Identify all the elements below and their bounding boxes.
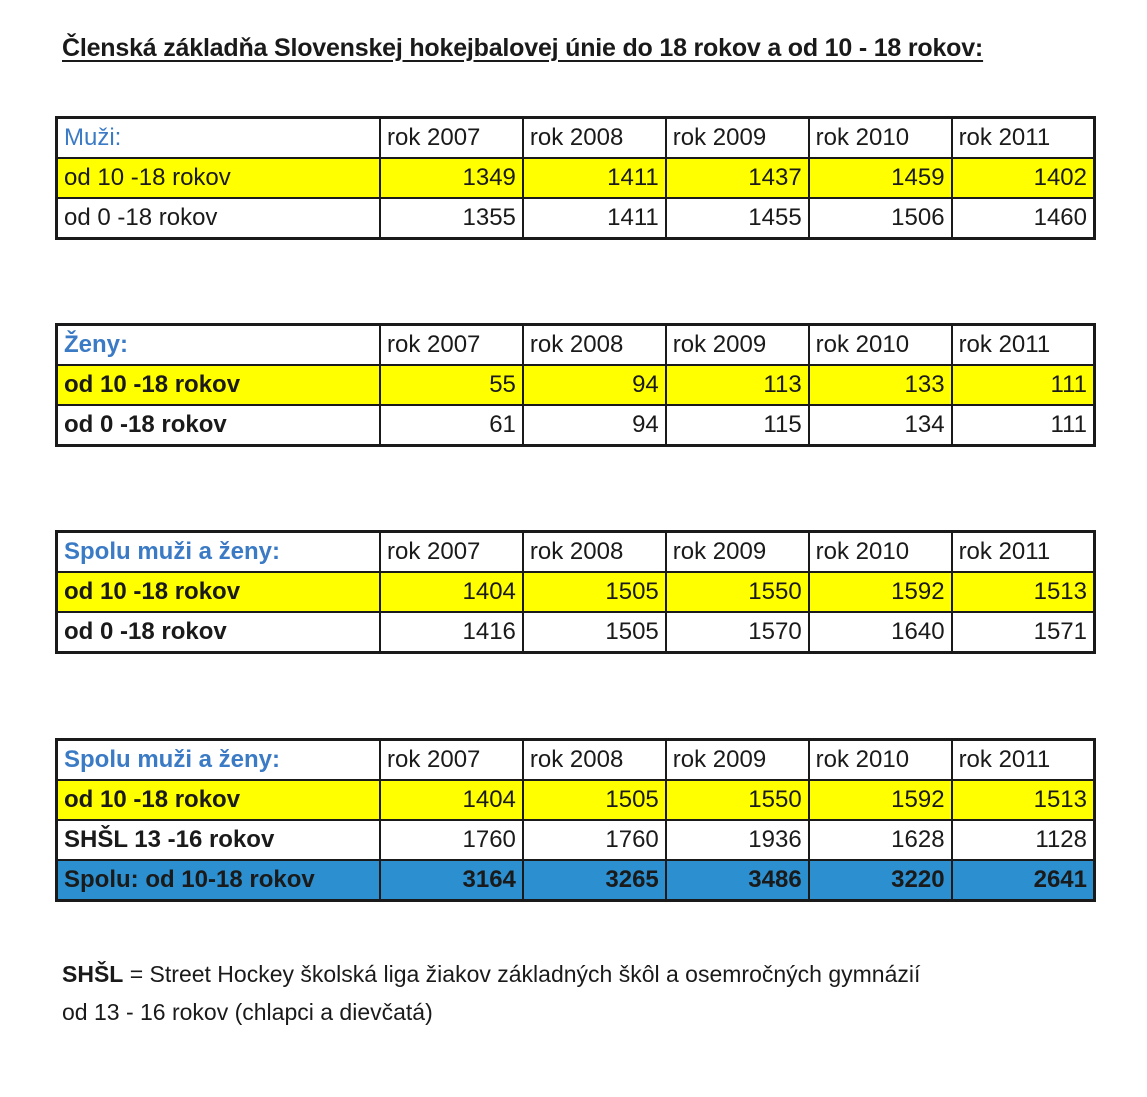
year-header: rok 2011 <box>952 325 1095 366</box>
footnote-abbreviation: SHŠL <box>62 961 124 987</box>
row-label: Spolu: od 10-18 rokov <box>57 860 381 901</box>
cell-value: 111 <box>952 365 1095 405</box>
cell-value: 1513 <box>952 780 1095 820</box>
cell-value: 111 <box>952 405 1095 446</box>
year-header: rok 2007 <box>380 740 523 781</box>
table-row <box>57 820 1095 860</box>
year-header: rok 2010 <box>809 118 952 159</box>
table-header-row <box>57 740 1095 781</box>
cell-value: 55 <box>380 365 523 405</box>
cell-value: 1404 <box>380 572 523 612</box>
cell-value: 1592 <box>809 572 952 612</box>
year-header: rok 2011 <box>952 740 1095 781</box>
row-label: od 0 -18 rokov <box>57 198 381 239</box>
cell-value: 1349 <box>380 158 523 198</box>
cell-value: 115 <box>666 405 809 446</box>
table-header-row <box>57 325 1095 366</box>
cell-value: 133 <box>809 365 952 405</box>
cell-value: 1455 <box>666 198 809 239</box>
cell-value: 1411 <box>523 198 666 239</box>
year-header: rok 2007 <box>380 325 523 366</box>
cell-value: 1437 <box>666 158 809 198</box>
cell-value: 1506 <box>809 198 952 239</box>
table-combined <box>55 530 1096 654</box>
table-row <box>57 198 1095 239</box>
footnote-definition: = Street Hockey školská liga žiakov základných škôl a osemročných gymnázií <box>123 961 921 987</box>
cell-value: 1459 <box>809 158 952 198</box>
table-row <box>57 612 1095 653</box>
table-men <box>55 116 1096 240</box>
cell-value: 1640 <box>809 612 952 653</box>
year-header: rok 2007 <box>380 532 523 573</box>
cell-value: 2641 <box>952 860 1095 901</box>
row-label: od 10 -18 rokov <box>57 365 381 405</box>
row-label: od 0 -18 rokov <box>57 405 381 446</box>
cell-value: 1570 <box>666 612 809 653</box>
cell-value: 1936 <box>666 820 809 860</box>
year-header: rok 2011 <box>952 118 1095 159</box>
table-row <box>57 158 1095 198</box>
cell-value: 1550 <box>666 572 809 612</box>
year-header: rok 2008 <box>523 532 666 573</box>
row-label: od 0 -18 rokov <box>57 612 381 653</box>
cell-value: 1128 <box>952 820 1095 860</box>
cell-value: 1404 <box>380 780 523 820</box>
footnote-line-1 <box>62 955 1122 993</box>
cell-value: 1402 <box>952 158 1095 198</box>
year-header: rok 2009 <box>666 325 809 366</box>
cell-value: 3220 <box>809 860 952 901</box>
row-label: SHŠL 13 -16 rokov <box>57 820 381 860</box>
cell-value: 1760 <box>380 820 523 860</box>
year-header: rok 2011 <box>952 532 1095 573</box>
cell-value: 1411 <box>523 158 666 198</box>
table-header-label: Spolu muži a ženy: <box>57 532 381 573</box>
table-header-row <box>57 118 1095 159</box>
footnote-line-2: od 13 - 16 rokov (chlapci a dievčatá) <box>62 999 433 1025</box>
cell-value: 1760 <box>523 820 666 860</box>
year-header: rok 2008 <box>523 325 666 366</box>
table-header-label: Muži: <box>57 118 381 159</box>
cell-value: 134 <box>809 405 952 446</box>
year-header: rok 2008 <box>523 118 666 159</box>
cell-value: 113 <box>666 365 809 405</box>
year-header: rok 2009 <box>666 532 809 573</box>
page-title: Členská základňa Slovenskej hokejbalovej únie do 18 rokov a od 10 - 18 rokov: <box>62 34 984 62</box>
row-label: od 10 -18 rokov <box>57 780 381 820</box>
row-label: od 10 -18 rokov <box>57 572 381 612</box>
cell-value: 1355 <box>380 198 523 239</box>
cell-value: 1505 <box>523 780 666 820</box>
row-label: od 10 -18 rokov <box>57 158 381 198</box>
year-header: rok 2008 <box>523 740 666 781</box>
cell-value: 1460 <box>952 198 1095 239</box>
table-row <box>57 572 1095 612</box>
table-total-row <box>57 860 1095 901</box>
year-header: rok 2007 <box>380 118 523 159</box>
year-header: rok 2010 <box>809 532 952 573</box>
cell-value: 1571 <box>952 612 1095 653</box>
cell-value: 1550 <box>666 780 809 820</box>
cell-value: 1505 <box>523 572 666 612</box>
cell-value: 3164 <box>380 860 523 901</box>
table-row <box>57 365 1095 405</box>
table-women <box>55 323 1096 447</box>
cell-value: 94 <box>523 365 666 405</box>
table-header-row <box>57 532 1095 573</box>
cell-value: 1592 <box>809 780 952 820</box>
table-combined-with-shsl <box>55 738 1096 902</box>
cell-value: 3265 <box>523 860 666 901</box>
table-row <box>57 780 1095 820</box>
year-header: rok 2009 <box>666 740 809 781</box>
cell-value: 3486 <box>666 860 809 901</box>
year-header: rok 2010 <box>809 740 952 781</box>
cell-value: 94 <box>523 405 666 446</box>
table-row <box>57 405 1095 446</box>
cell-value: 1505 <box>523 612 666 653</box>
cell-value: 1416 <box>380 612 523 653</box>
year-header: rok 2010 <box>809 325 952 366</box>
cell-value: 1513 <box>952 572 1095 612</box>
year-header: rok 2009 <box>666 118 809 159</box>
table-header-label: Ženy: <box>57 325 381 366</box>
footnote <box>62 955 1122 1031</box>
cell-value: 1628 <box>809 820 952 860</box>
cell-value: 61 <box>380 405 523 446</box>
table-header-label: Spolu muži a ženy: <box>57 740 381 781</box>
